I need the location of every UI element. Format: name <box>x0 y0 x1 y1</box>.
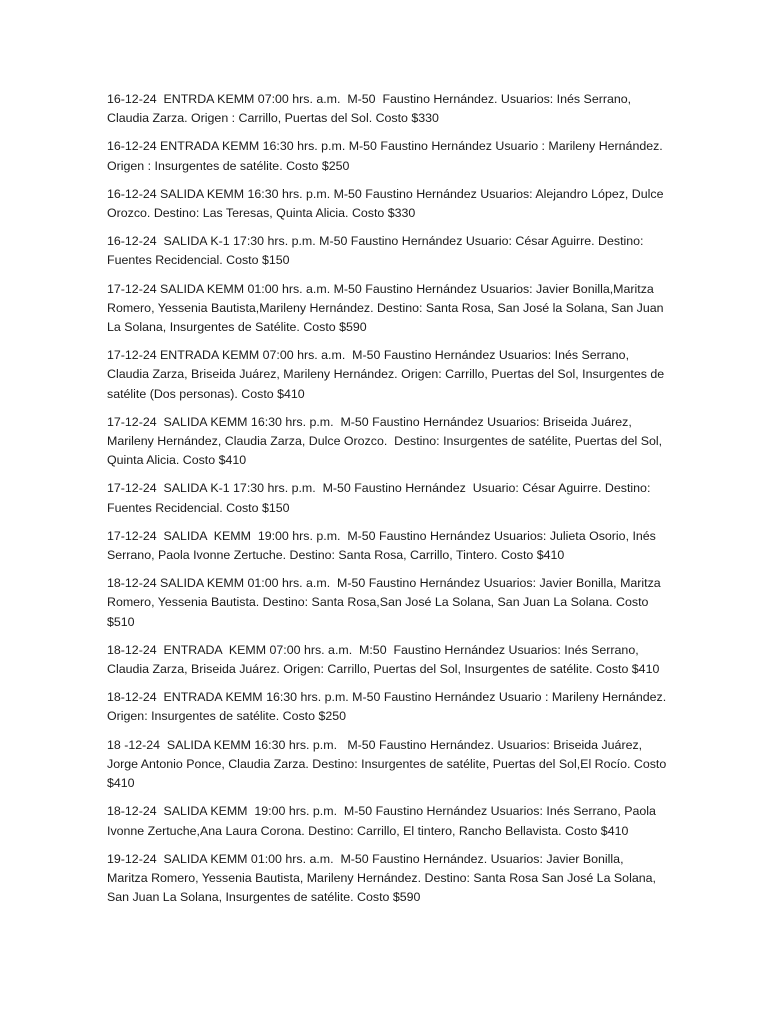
trip-entry: 17-12-24 SALIDA K-1 17:30 hrs. p.m. M-50 Faustino Hernández Usuario: César Aguirre. Destino: Fuentes Recidencial. Costo $150 <box>107 481 654 515</box>
trip-entry: 18-12-24 SALIDA KEMM 19:00 hrs. p.m. M-50 Faustino Hernández Usuarios: Inés Serrano, Paola Ivonne Zertuche,Ana Laura Corona. Destino: Carrillo, El tintero, Rancho Bellavista. Costo $410 <box>107 804 660 838</box>
trip-entry: 16-12-24 ENTRDA KEMM 07:00 hrs. a.m. M-50 Faustino Hernández. Usuarios: Inés Serrano, Claudia Zarza. Origen : Carrillo, Puertas del Sol. Costo $330 <box>107 92 635 126</box>
trip-entry: 19-12-24 SALIDA KEMM 01:00 hrs. a.m. M-50 Faustino Hernández. Usuarios: Javier Bonilla, Maritza Romero, Yessenia Bautista, Marileny Hernández. Destino: Santa Rosa San José La Solana, San Juan La Solana, Insurgentes de satélite. Costo $590 <box>107 851 660 905</box>
trip-entry: 16-12-24 SALIDA KEMM 16:30 hrs. p.m. M-50 Faustino Hernández Usuarios: Alejandro López, Dulce Orozco. Destino: Las Teresas, Quinta Alicia. Costo $330 <box>107 186 667 221</box>
trip-entry: 16-12-24 SALIDA K-1 17:30 hrs. p.m. M-50 Faustino Hernández Usuario: César Aguirre. Destino: Fuentes Recidencial. Costo $150 <box>107 234 647 268</box>
trip-entry: 17-12-24 SALIDA KEMM 19:00 hrs. p.m. M-50 Faustino Hernández Usuarios: Julieta Osorio, Inés Serrano, Paola Ivonne Zertuche. Destino: Santa Rosa, Carrillo, Tintero. Costo $410 <box>107 528 660 563</box>
trip-entry: 16-12-24 ENTRADA KEMM 16:30 hrs. p.m. M-50 Faustino Hernández Usuario : Marileny Hernández. Origen : Insurgentes de satélite. Costo $250 <box>107 139 667 173</box>
trip-entry: 17-12-24 SALIDA KEMM 01:00 hrs. a.m. M-50 Faustino Hernández Usuarios: Javier Bonilla,Maritza Romero, Yessenia Bautista,Marileny Hernández. Destino: Santa Rosa, San José la Solana, San Juan La Solana, Insurgentes de Satélite. Costo $590 <box>107 281 667 335</box>
trip-entry: 18 -12-24 SALIDA KEMM 16:30 hrs. p.m. M-50 Faustino Hernández. Usuarios: Briseida Juárez, Jorge Antonio Ponce, Claudia Zarza. Destino: Insurgentes de satélite, Puertas del Sol,El Rocío. Costo $410 <box>107 737 670 791</box>
trip-entry: 18-12-24 ENTRADA KEMM 16:30 hrs. p.m. M-50 Faustino Hernández Usuario : Marileny Hernández. Origen: Insurgentes de satélite. Costo $250 <box>107 690 670 724</box>
trip-entry: 18-12-24 SALIDA KEMM 01:00 hrs. a.m. M-50 Faustino Hernández Usuarios: Javier Bonilla, Maritza Romero, Yessenia Bautista. Destino: Santa Rosa,San José La Solana, San Juan La Solana. Costo $510 <box>107 576 665 629</box>
trip-entry: 17-12-24 ENTRADA KEMM 07:00 hrs. a.m. M-50 Faustino Hernández Usuarios: Inés Serrano, Claudia Zarza, Briseida Juárez, Marileny Hernández. Origen: Carrillo, Puertas del Sol, Insurgentes de satélite (Dos personas). Costo $410 <box>107 348 668 401</box>
document-body <box>107 90 670 916</box>
trip-entry: 17-12-24 SALIDA KEMM 16:30 hrs. p.m. M-50 Faustino Hernández Usuarios: Briseida Juárez, Marileny Hernández, Claudia Zarza, Dulce Orozco. Destino: Insurgentes de satélite, Puertas del Sol, Quinta Alicia. Costo $410 <box>107 414 666 468</box>
trip-entry: 18-12-24 ENTRADA KEMM 07:00 hrs. a.m. M:50 Faustino Hernández Usuarios: Inés Serrano, Claudia Zarza, Briseida Juárez. Origen: Carrillo, Puertas del Sol, Insurgentes de satélite. Costo $410 <box>107 642 660 677</box>
